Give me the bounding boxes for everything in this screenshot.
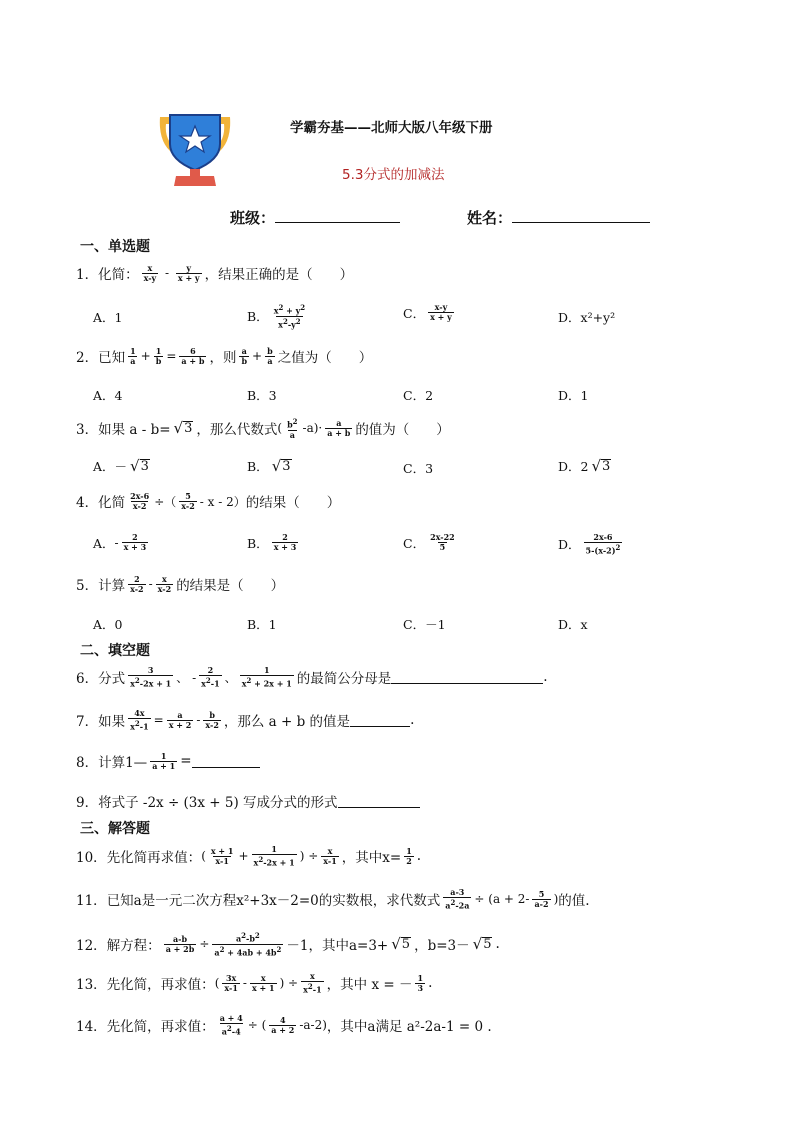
q2-option-b[interactable]: B．3 <box>247 388 277 403</box>
q3-option-c[interactable]: C．3 <box>403 461 434 476</box>
q10-end: . <box>416 848 422 865</box>
q13-lead: 先化简，再求值： <box>106 977 215 994</box>
q11-number: 11． <box>76 893 107 910</box>
q3-option-b[interactable]: B． √ 3 <box>247 456 291 475</box>
q1-frac-2: y x + y <box>177 262 200 283</box>
q14-tail: ，其中a满足 a²-2a-1 = 0 . <box>326 1019 492 1036</box>
question-13: 13． 先化简，再求值： ( 3x x-1 - x x + 1 ) ÷ $\frac{x}{x^2-1}$ ，其中 x = － 1 3 . <box>76 971 433 995</box>
document-subtitle: 5.3分式的加减法 <box>342 167 445 183</box>
q10-number: 10． <box>76 850 107 867</box>
class-blank[interactable] <box>275 208 400 223</box>
q1-frac-1: x x-y <box>143 262 157 283</box>
q8-tail: = <box>180 753 192 769</box>
q8-number: 8． <box>76 755 99 771</box>
q1-option-b[interactable]: B． $x^2 + y^2$ $x^2-y^2$ <box>247 303 306 330</box>
q4-lead: 化简 <box>98 495 126 511</box>
q12-number: 12． <box>76 938 107 955</box>
q1-tail: ，结果正确的是（ ） <box>204 267 354 283</box>
q12-end: . <box>495 936 500 953</box>
q4-option-d[interactable]: D． 2x-6 $5-(x-2)^2$ <box>558 532 621 556</box>
q4-number: 4． <box>76 495 99 511</box>
q12-lead: 解方程： <box>106 938 161 955</box>
q5-number: 5． <box>76 578 99 594</box>
q8-answer-blank[interactable] <box>192 755 260 768</box>
question-7: 7． 如果 $\frac{4x}{x^2-1}$ = $\frac{a}{x + 2}$ - b x-2 ，那么 a + b 的值是 . <box>76 708 415 732</box>
question-11: 11． 已知a是一元二次方程x²+3x－2=0的实数根，求代数式 $\frac{a-3}{a^2-2a}$ ÷ (a + 2- 5 a-2 ) 的值. <box>76 887 590 911</box>
q3-lead: 如果 a - b= <box>98 422 171 439</box>
q6-tail: 的最简公分母是 <box>296 671 392 688</box>
q9-number: 9． <box>76 795 99 811</box>
q12-tail: －1，其中a=3+ <box>286 938 389 955</box>
q11-tail: 的值. <box>558 893 590 910</box>
q4-option-c[interactable]: C． 2x-22 5 <box>403 532 455 552</box>
q6-end: . <box>543 669 548 686</box>
q5-option-a[interactable]: A．0 <box>93 617 123 632</box>
question-4: 4． 化简 $\frac{2x-6}{x-2}$ ÷（ 5 x-2 - x - 2） 的结果（ ） <box>76 490 341 511</box>
q5-option-b[interactable]: B．1 <box>247 617 277 632</box>
q11-lead: 已知a是一元二次方程x²+3x－2=0的实数根，求代数式 <box>106 893 441 910</box>
q2-mid: ，则 <box>209 350 237 366</box>
q6-number: 6． <box>76 671 99 688</box>
q3-tail: 的值为（ ） <box>355 422 450 439</box>
q5-option-d[interactable]: D．x <box>558 617 588 632</box>
q13-tail: ，其中 x = － <box>326 977 413 994</box>
q3-mid: ，那么代数式 <box>196 422 278 439</box>
q7-answer-blank[interactable] <box>350 714 410 727</box>
q1-option-c[interactable]: C． x-y x + y <box>403 302 452 322</box>
q8-lead: 计算1— <box>98 755 148 771</box>
q7-lead: 如果 <box>98 714 126 731</box>
q4-option-a[interactable]: A． - 2 x + 3 <box>93 532 147 552</box>
name-label: 姓名： <box>467 209 513 227</box>
question-1: 1． 化简： x x-y - y x + y ，结果正确的是（ ） <box>76 262 354 283</box>
q6-answer-blank[interactable] <box>391 671 543 684</box>
q13-end: . <box>428 975 433 992</box>
trophy-logo <box>150 112 240 188</box>
q2-option-a[interactable]: A．4 <box>93 388 123 403</box>
question-10: 10． 先化简再求值： ( x + 1 x-1 + $\frac{1}{x^2-2x + 1}$ ) ÷ $\frac{x}{x-1}$ ，其中x= $\frac{1}{2}$ . <box>76 844 422 868</box>
document-title: 学霸夯基——北师大版八年级下册 <box>290 120 493 136</box>
q2-option-c[interactable]: C．2 <box>403 388 434 403</box>
section-single-choice: 一、单选题 <box>80 239 150 255</box>
q2-number: 2． <box>76 350 99 366</box>
q2-option-d[interactable]: D．1 <box>558 388 589 403</box>
q3-option-a[interactable]: A．－ √ 3 <box>93 456 149 475</box>
q3-option-d[interactable]: D．2 √ 3 <box>558 456 611 475</box>
q14-number: 14． <box>76 1019 107 1036</box>
question-9 <box>76 791 420 811</box>
name-field[interactable] <box>467 207 650 228</box>
q14-lead: 先化简，再求值： <box>106 1019 215 1036</box>
q5-tail: 的结果是（ ） <box>176 578 285 594</box>
class-label: 班级： <box>230 209 276 227</box>
q9-text: 将式子 -2x ÷ (3x + 5) 写成分式的形式 <box>98 795 338 811</box>
q12-mid: ，b=3－ <box>414 938 470 955</box>
q7-number: 7． <box>76 714 99 731</box>
q10-lead: 先化简再求值： <box>106 850 202 867</box>
q1-option-a[interactable]: A．1 <box>93 310 123 325</box>
q3-number: 3． <box>76 422 99 439</box>
q9-answer-blank[interactable] <box>338 795 420 808</box>
q4-option-b[interactable]: B． 2 x + 3 <box>247 532 297 552</box>
q5-lead: 计算 <box>98 578 126 594</box>
question-12: 12． 解方程： $\frac{a-b}{a + 2b}$ ÷ $\frac{a^2-b^2}{a^2 + 4ab + 4b^2}$ －1，其中a=3+ √ 5 ，b=3－ √ 5 . <box>76 931 500 958</box>
question-3: 3． 如果 a - b= √ 3 ，那么代数式 ( $b^2$ a -a)· a a + b 的值为（ ） <box>76 417 450 440</box>
section-solve: 三、解答题 <box>80 821 150 837</box>
q7-end: . <box>410 712 415 729</box>
class-field[interactable] <box>230 207 400 228</box>
q10-tail: ，其中x= <box>341 850 402 867</box>
q1-lead: 化简： <box>98 267 139 283</box>
question-8: 8． 计算1— $\frac{1}{a + 1}$ = <box>76 751 260 771</box>
question-14: 14． 先化简，再求值： $\frac{a + 4}{a^2-4}$ ÷ ( 4 a + 2 -a-2) ，其中a满足 a²-2a-1 = 0 . <box>76 1013 492 1037</box>
q2-lead: 已知 <box>98 350 126 366</box>
section-fill-in: 二、填空题 <box>80 643 150 659</box>
question-6: 6． 分式 3 $x^2-2x + 1$ 、 - 2 $x^2-1$ 、 1 $x^2 + 2x + 1$ 的最简公分母是 . <box>76 665 548 689</box>
q1-number: 1． <box>76 267 99 283</box>
name-blank[interactable] <box>512 208 650 223</box>
question-2: 2． 已知 1 a + $\frac{1}{b}$ = $\frac{6}{a + b}$ ，则 a b + $\frac{b}{a}$ 之值为（ ） <box>76 345 373 366</box>
q7-tail: ，那么 a + b 的值是 <box>223 714 351 731</box>
q6-lead: 分式 <box>98 671 126 688</box>
question-5: 5． 计算 2 x-2 - x x-2 的结果是（ ） <box>76 573 285 594</box>
q13-number: 13． <box>76 977 107 994</box>
q1-option-d[interactable]: D．x²+y² <box>558 310 616 325</box>
q4-tail: 的结果（ ） <box>245 495 341 511</box>
q5-option-c[interactable]: C．－1 <box>403 617 446 632</box>
q2-tail: 之值为（ ） <box>277 350 373 366</box>
